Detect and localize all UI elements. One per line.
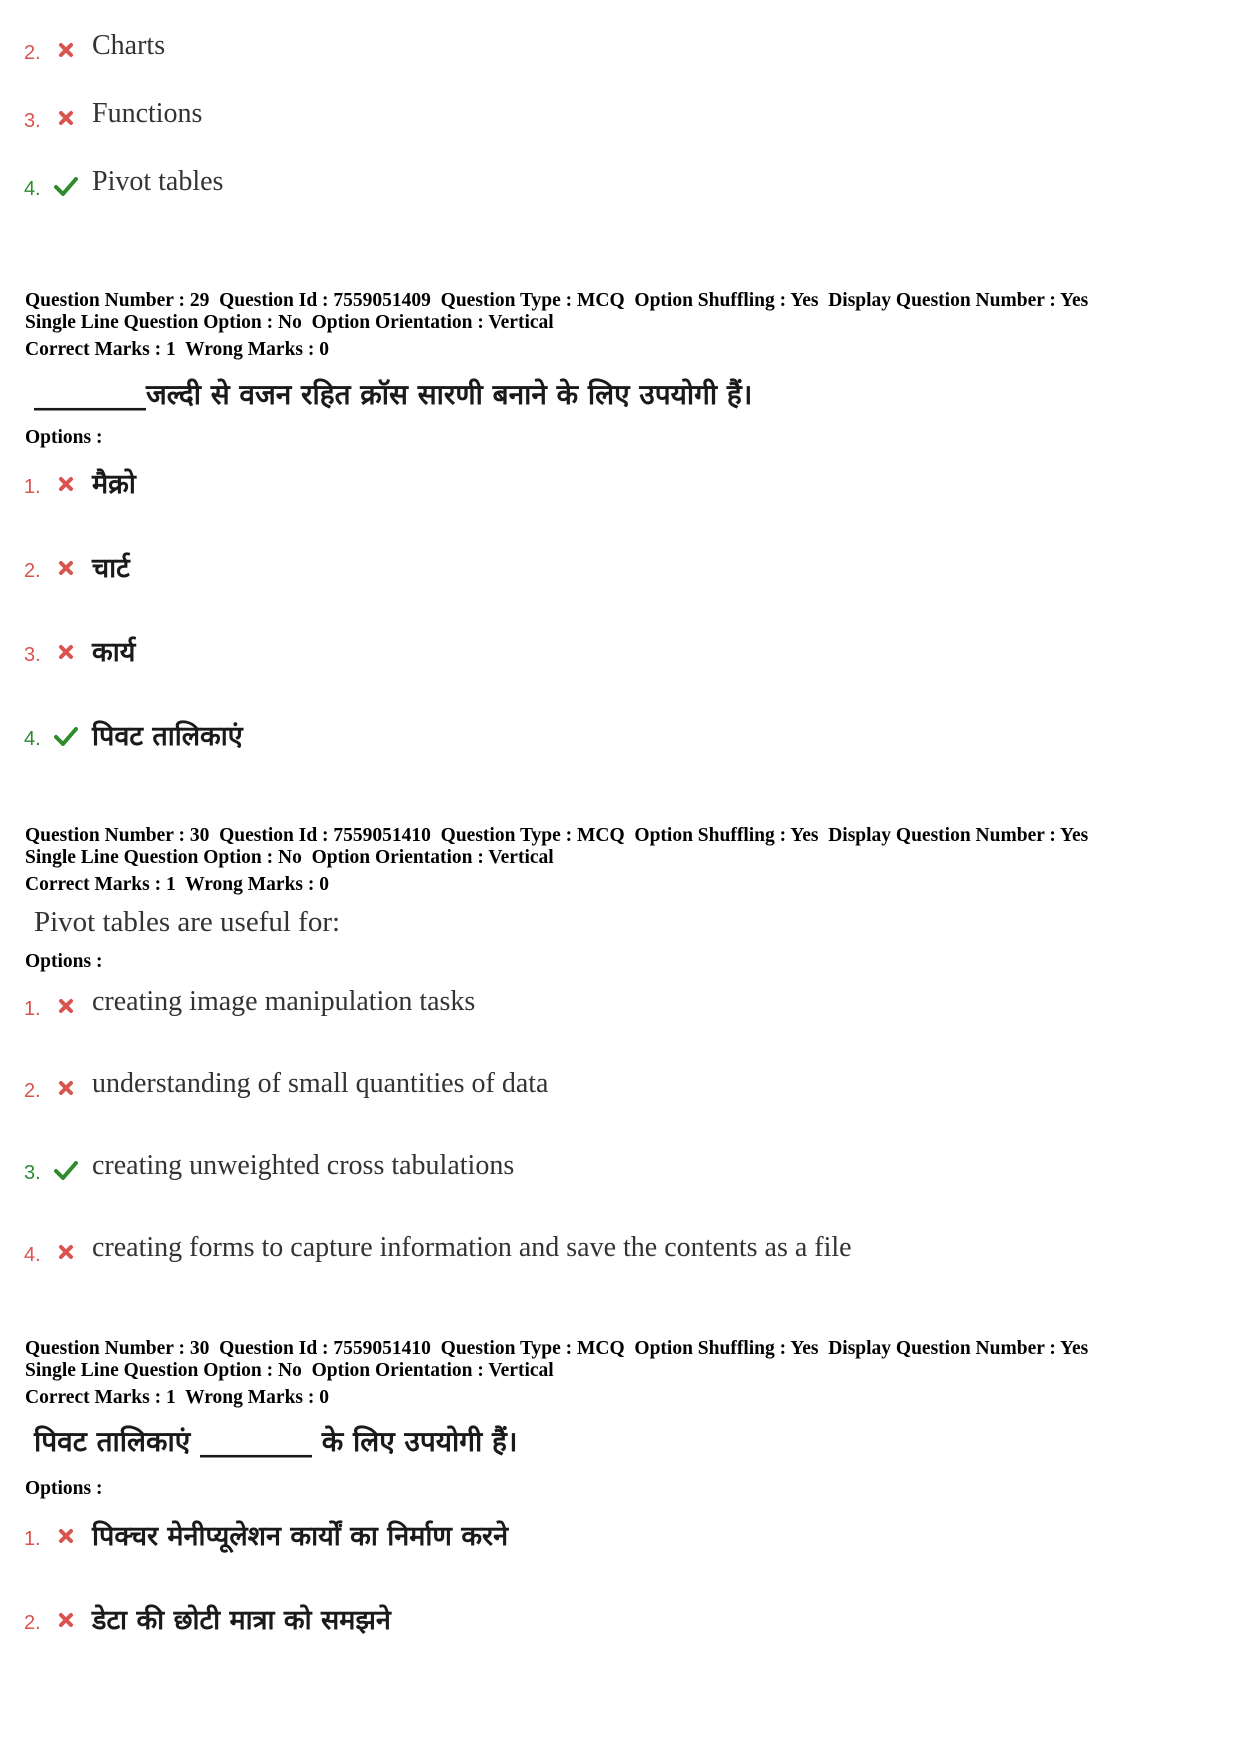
option-text: understanding of small quantities of data bbox=[92, 1068, 549, 1099]
option-text: डेटा की छोटी मात्रा को समझने bbox=[92, 1605, 391, 1636]
correct-check-icon bbox=[54, 726, 78, 746]
wrong-cross-icon bbox=[54, 1526, 78, 1546]
option-number: 2. bbox=[24, 560, 41, 582]
wrong-cross-icon bbox=[54, 558, 78, 578]
question-meta bbox=[25, 825, 1225, 869]
question-text: Pivot tables are useful for: bbox=[34, 906, 341, 938]
question-meta-line1: Question Number : 30 Question Id : 7559051410 Question Type : MCQ Option Shuffling : Yes Display Question Number : Yes bbox=[25, 1338, 1089, 1359]
question-text: पिवट तालिकाएं ________ के लिए उपयोगी हैं। bbox=[34, 1425, 518, 1458]
option-number: 2. bbox=[24, 42, 41, 64]
option-text: पिक्चर मेनीप्यूलेशन कार्यों का निर्माण करने bbox=[92, 1521, 509, 1552]
options-label: Options : bbox=[25, 427, 103, 448]
option-text: Pivot tables bbox=[92, 166, 224, 197]
question-meta bbox=[25, 290, 1225, 334]
option-text: पिवट तालिकाएं bbox=[92, 721, 243, 752]
option-number: 4. bbox=[24, 728, 41, 750]
option-number: 3. bbox=[24, 110, 41, 132]
option-text: कार्य bbox=[92, 637, 136, 668]
wrong-cross-icon bbox=[54, 1610, 78, 1630]
option-text: Charts bbox=[92, 30, 166, 61]
wrong-cross-icon bbox=[54, 1078, 78, 1098]
option-number: 1. bbox=[24, 998, 41, 1020]
question-text: ________जल्दी से वजन रहित क्रॉस सारणी बनाने के लिए उपयोगी हैं। bbox=[34, 378, 753, 411]
option-text: मैक्रो bbox=[92, 469, 136, 500]
question-meta bbox=[25, 1338, 1225, 1382]
question-marks: Correct Marks : 1 Wrong Marks : 0 bbox=[25, 874, 330, 895]
options-label: Options : bbox=[25, 951, 103, 972]
options-label: Options : bbox=[25, 1478, 103, 1499]
option-text: चार्ट bbox=[92, 553, 130, 584]
question-meta-line2: Single Line Question Option : No Option Orientation : Vertical bbox=[25, 847, 554, 868]
wrong-cross-icon bbox=[54, 1242, 78, 1262]
question-meta-line1: Question Number : 30 Question Id : 7559051410 Question Type : MCQ Option Shuffling : Yes Display Question Number : Yes bbox=[25, 825, 1089, 846]
option-text: Functions bbox=[92, 98, 203, 129]
question-marks: Correct Marks : 1 Wrong Marks : 0 bbox=[25, 1387, 330, 1408]
wrong-cross-icon bbox=[54, 996, 78, 1016]
correct-check-icon bbox=[54, 176, 78, 196]
question-meta-line2: Single Line Question Option : No Option Orientation : Vertical bbox=[25, 1360, 554, 1381]
wrong-cross-icon bbox=[54, 474, 78, 494]
option-number: 1. bbox=[24, 1528, 41, 1550]
correct-check-icon bbox=[54, 1160, 78, 1180]
option-number: 2. bbox=[24, 1612, 41, 1634]
option-number: 2. bbox=[24, 1080, 41, 1102]
option-number: 3. bbox=[24, 1162, 41, 1184]
wrong-cross-icon bbox=[54, 108, 78, 128]
option-number: 4. bbox=[24, 1244, 41, 1266]
option-text: creating image manipulation tasks bbox=[92, 986, 476, 1017]
wrong-cross-icon bbox=[54, 642, 78, 662]
option-text: creating unweighted cross tabulations bbox=[92, 1150, 515, 1181]
question-meta-line2: Single Line Question Option : No Option Orientation : Vertical bbox=[25, 312, 554, 333]
question-marks: Correct Marks : 1 Wrong Marks : 0 bbox=[25, 339, 330, 360]
option-text: creating forms to capture information and save the contents as a file bbox=[92, 1232, 852, 1263]
wrong-cross-icon bbox=[54, 40, 78, 60]
option-number: 3. bbox=[24, 644, 41, 666]
question-meta-line1: Question Number : 29 Question Id : 7559051409 Question Type : MCQ Option Shuffling : Yes Display Question Number : Yes bbox=[25, 290, 1089, 311]
option-number: 1. bbox=[24, 476, 41, 498]
option-number: 4. bbox=[24, 178, 41, 200]
